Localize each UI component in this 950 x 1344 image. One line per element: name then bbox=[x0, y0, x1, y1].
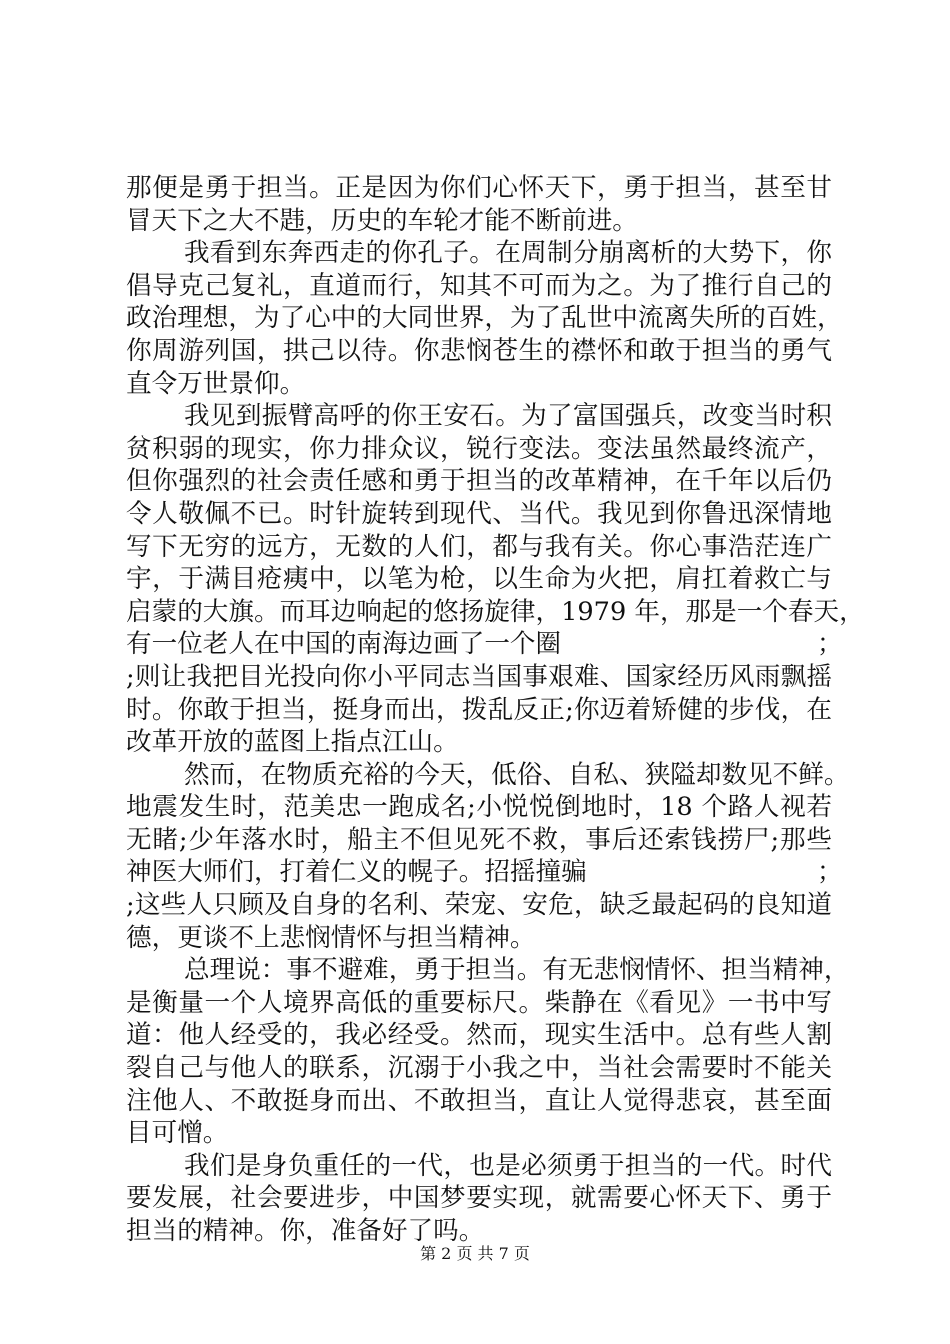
page-number-label: 第 2 页 共 7 页 bbox=[420, 1244, 530, 1263]
text-line: 要发展，社会要进步，中国梦要实现，就需要心怀天下、勇于 bbox=[126, 1183, 832, 1214]
text-line: 我见到振臂高呼的你王安石。为了富国强兵，改变当时积 bbox=[184, 401, 832, 432]
paragraph bbox=[126, 400, 865, 759]
text-line: 道：他人经受的，我必经受。然而，现实生活中。总有些人割 bbox=[126, 1020, 832, 1051]
text-line: 德，更谈不上悲悯情怀与担当精神。 bbox=[126, 922, 536, 953]
text-line: 地震发生时，范美忠一跑成名;小悦悦倒地时，18 个路人视若 bbox=[126, 792, 832, 823]
text-line: 政治理想，为了心中的大同世界，为了乱世中流离失所的百姓， bbox=[126, 303, 843, 334]
text-line: 直令万世景仰。 bbox=[126, 368, 306, 399]
text-line: 总理说：事不避难，勇于担当。有无悲悯情怀、担当精神， bbox=[184, 955, 850, 986]
text-line: 神医大师们，打着仁义的幌子。招摇撞骗 ； bbox=[126, 857, 843, 888]
text-line: 是衡量一个人境界高低的重要标尺。柴静在《看见》一书中写 bbox=[126, 987, 832, 1018]
text-line: 你周游列国，拱己以待。你悲悯苍生的襟怀和敢于担当的勇气 bbox=[126, 335, 832, 366]
text-line: 时。你敢于担当，挺身而出，拨乱反正;你迈着矫健的步伐，在 bbox=[126, 694, 832, 725]
text-line: 裂自己与他人的联系，沉溺于小我之中，当社会需要时不能关 bbox=[126, 1053, 832, 1084]
text-line: 担当的精神。你，准备好了吗。 bbox=[126, 1216, 485, 1246]
text-line: 写下无穷的远方，无数的人们，都与我有关。你心事浩茫连广 bbox=[126, 531, 832, 562]
page-footer bbox=[0, 1244, 950, 1264]
text-line: ;这些人只顾及自身的名利、荣宠、安危，缺乏最起码的良知道 bbox=[126, 890, 832, 921]
paragraph bbox=[126, 954, 850, 1150]
paragraph bbox=[126, 172, 832, 237]
text-line: 贫积弱的现实，你力排众议，锐行变法。变法虽然最终流产， bbox=[126, 433, 832, 464]
text-line: 我们是身负重任的一代，也是必须勇于担当的一代。时代 bbox=[184, 1150, 832, 1181]
text-line: 宇，于满目疮痍中，以笔为枪，以生命为火把，肩扛着救亡与 bbox=[126, 564, 832, 595]
text-line: 我看到东奔西走的你孔子。在周制分崩离析的大势下，你 bbox=[184, 238, 832, 269]
text-line: ;则让我把目光投向你小平同志当国事艰难、国家经历风雨飘摇 bbox=[126, 661, 832, 692]
text-line: 有一位老人在中国的南海边画了一个圈 ； bbox=[126, 629, 843, 660]
paragraph bbox=[126, 759, 850, 955]
text-line: 但你强烈的社会责任感和勇于担当的改革精神，在千年以后仍 bbox=[126, 466, 832, 497]
text-line: 启蒙的大旗。而耳边响起的悠扬旋律，1979 年，那是一个春天， bbox=[126, 596, 865, 627]
text-line: 那便是勇于担当。正是因为你们心怀天下，勇于担当，甚至甘 bbox=[126, 173, 832, 203]
document-body bbox=[126, 172, 865, 1248]
paragraph bbox=[126, 1150, 832, 1248]
text-line: 冒天下之大不韪，历史的车轮才能不断前进。 bbox=[126, 205, 638, 236]
text-line: 改革开放的蓝图上指点江山。 bbox=[126, 727, 459, 758]
text-line: 目可憎。 bbox=[126, 1118, 229, 1149]
text-line: 然而，在物质充裕的今天，低俗、自私、狭隘却数见不鲜。 bbox=[184, 759, 850, 790]
text-line: 无睹;少年落水时，船主不但见死不救，事后还索钱捞尸;那些 bbox=[126, 824, 832, 855]
paragraph bbox=[126, 237, 843, 400]
text-line: 令人敬佩不已。时针旋转到现代、当代。我见到你鲁迅深情地 bbox=[126, 498, 832, 529]
text-line: 注他人、不敢挺身而出、不敢担当，直让人觉得悲哀，甚至面 bbox=[126, 1085, 832, 1116]
text-line: 倡导克己复礼，直道而行，知其不可而为之。为了推行自己的 bbox=[126, 270, 832, 301]
